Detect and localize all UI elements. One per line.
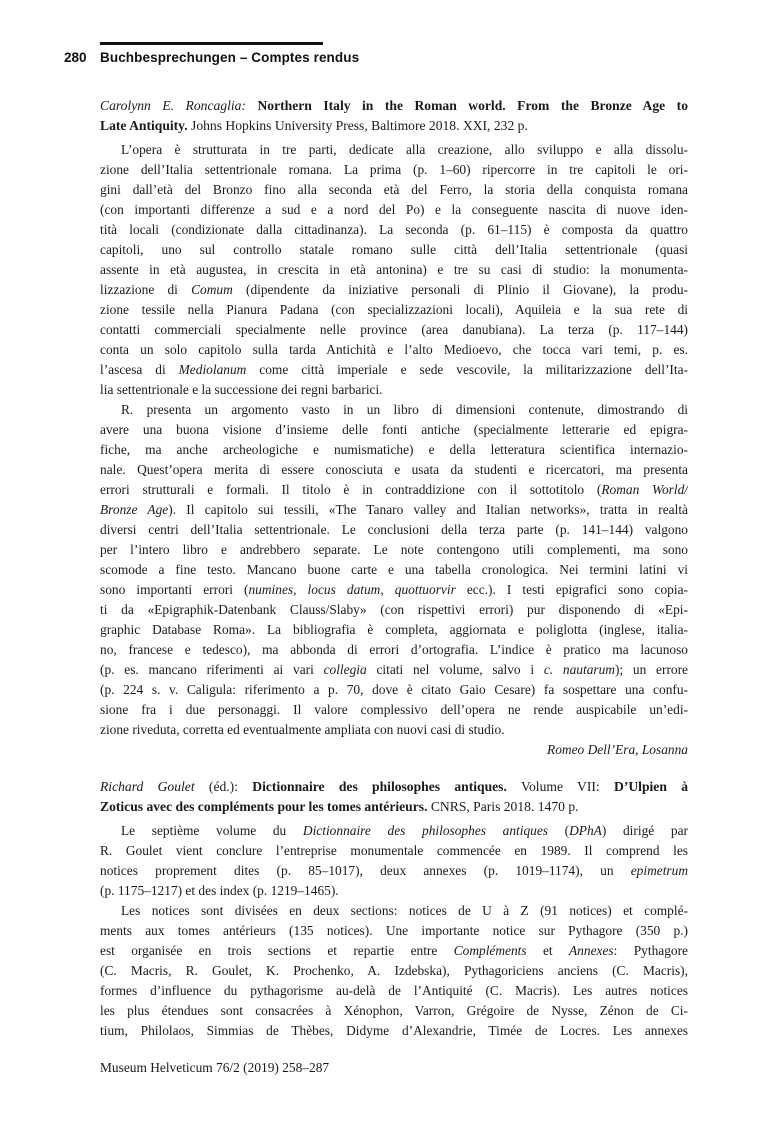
text-line bbox=[100, 116, 688, 136]
text-line bbox=[100, 620, 688, 640]
review-signature bbox=[100, 740, 688, 760]
text-line bbox=[100, 200, 688, 220]
text-run: lizzazione di bbox=[100, 282, 192, 297]
text-run: ). Il capitolo sui tessili, «The Tanaro valley and Italian networks», tratta in realtà bbox=[168, 502, 688, 517]
text-run: est organisée en trois sections et repartie entre bbox=[100, 943, 454, 958]
text-run: scomode a fine testo. Mancano buone carte e una tabella cronologica. Nei termini latini vi bbox=[100, 562, 688, 577]
text-run: zione riveduta, corretta ed eventualmente ampliata con nuovi casi di studio. bbox=[100, 722, 505, 737]
text-line bbox=[100, 660, 688, 680]
text-run: CNRS, Paris 2018. 1470 p. bbox=[427, 799, 579, 814]
text-run: zione dell’Italia settentrionale romana. La prima (p. 1–60) ripercorre in tre capitoli le ori- bbox=[100, 162, 688, 177]
text-line bbox=[100, 320, 688, 340]
text-line bbox=[100, 600, 688, 620]
text-run: ti da «Epigraphik-Datenbank Clauss/Slaby» (con rispettivi errori) pur disponendo di «Epi- bbox=[100, 602, 688, 617]
text-run: come città imperiale e sede vescovile, la militarizzazione dell’Ita- bbox=[246, 362, 688, 377]
text-run: Compléments bbox=[453, 943, 527, 958]
text-line bbox=[100, 680, 688, 700]
text-line bbox=[100, 300, 688, 320]
text-line bbox=[100, 240, 688, 260]
text-run: Mediolanum bbox=[178, 362, 247, 377]
text-line bbox=[100, 720, 688, 740]
text-run: c. nautarum bbox=[543, 662, 615, 677]
text-line bbox=[100, 777, 688, 797]
text-line bbox=[100, 380, 688, 400]
text-run: Late Antiquity. bbox=[100, 118, 188, 133]
review-goulet bbox=[100, 777, 688, 1041]
text-line bbox=[100, 1001, 688, 1021]
text-run: (p. 1175–1217) et des index (p. 1219–1465). bbox=[100, 883, 339, 898]
page-footer bbox=[100, 1060, 329, 1076]
text-run: Dictionnaire des philosophes antiques. bbox=[252, 779, 507, 794]
text-line bbox=[100, 841, 688, 861]
text-line bbox=[100, 540, 688, 560]
text-run: Richard Goulet bbox=[100, 779, 195, 794]
text-run: Johns Hopkins University Press, Baltimore 2018. XXI, 232 p. bbox=[187, 118, 528, 133]
text-run: (éd.): bbox=[194, 779, 253, 794]
text-run: ); un errore bbox=[614, 662, 688, 677]
text-line bbox=[100, 881, 688, 901]
text-line bbox=[100, 480, 688, 500]
text-line bbox=[100, 961, 688, 981]
text-run: (p. es. mancano riferimenti ai vari bbox=[100, 662, 324, 677]
running-head-block bbox=[100, 42, 359, 66]
text-line bbox=[100, 797, 688, 817]
text-line bbox=[100, 921, 688, 941]
text-run: Roman World/ bbox=[601, 482, 688, 497]
text-run: ) dirigé par bbox=[601, 823, 688, 838]
text-line bbox=[100, 580, 688, 600]
text-run: Bronze Age bbox=[100, 502, 169, 517]
text-run: R. Goulet vient conclure l’entreprise monumentale commencée en 1989. Il comprend les bbox=[100, 843, 688, 858]
text-run: citati nel volume, salvo i bbox=[366, 662, 544, 677]
text-run: Dictionnaire des philosophes antiques bbox=[302, 823, 549, 838]
text-run: zione tessile nella Pianura Padana (con specializzazioni locali), Aquileia e la sua rete di bbox=[100, 302, 688, 317]
text-line bbox=[100, 460, 688, 480]
text-run: ecc.). I testi epigrafici sono copia- bbox=[455, 582, 688, 597]
review-para bbox=[100, 140, 688, 400]
text-run: ments aux tomes antérieurs (135 notices). Une importante notice sur Pythagore (350 p.) bbox=[100, 923, 688, 938]
text-run: numines bbox=[248, 582, 294, 597]
text-run: diversi centri dell’Italia settentrionale. Le conclusioni della terza parte (p. 141–144) valgono bbox=[100, 522, 688, 537]
text-run: tium, Philolaos, Simmias de Thèbes, Didyme d’Alexandrie, Timée de Locres. Les annexes bbox=[100, 1023, 688, 1038]
text-run: Le septième volume du bbox=[121, 823, 303, 838]
review-heading bbox=[100, 777, 688, 817]
text-run: sono importanti errori ( bbox=[100, 582, 249, 597]
review-para bbox=[100, 821, 688, 901]
text-run: Les notices sont divisées en deux sections: notices de U à Z (91 notices) et complé- bbox=[121, 903, 688, 918]
text-run: les plus étendues sont consacrées à Xénophon, Varron, Grégoire de Nysse, Zénon de Ci- bbox=[100, 1003, 688, 1018]
header-rule bbox=[100, 42, 323, 45]
text-line bbox=[100, 640, 688, 660]
text-line bbox=[100, 861, 688, 881]
text-run: DPhA bbox=[569, 823, 602, 838]
text-run: D’Ulpien à bbox=[614, 779, 688, 794]
text-line bbox=[100, 981, 688, 1001]
text-line bbox=[100, 180, 688, 200]
text-run: no, francese e tedesco), ma abbonda di errori d’ortografia. L’indice è pratico ma lacunoso bbox=[100, 642, 688, 657]
text-run: tità locali (condizionate dalla cittadinanza). La seconda (p. 61–115) è composta da quattro bbox=[100, 222, 688, 237]
text-run: Romeo Dell’Era, Losanna bbox=[547, 742, 688, 757]
text-run: capitoli, uno sul controllo statale romano sulle città dell’Italia settentrionale (quasi bbox=[100, 242, 688, 257]
text-run: (con importanti differenze a sud e a nord del Po) e la conseguente nascita di nuove iden- bbox=[100, 202, 688, 217]
text-line bbox=[100, 941, 688, 961]
running-head-title: Buchbesprechungen – Comptes rendus bbox=[100, 49, 360, 65]
page-number: 280 bbox=[64, 50, 87, 65]
text-run: fiche, ma anche archeologiche e numismatiche) e della letteratura scientifica internazio- bbox=[100, 442, 688, 457]
text-run: assente in età augustea, in crescita in età antonina) e tre su casi di studio: la monumenta- bbox=[100, 262, 688, 277]
text-run: , bbox=[380, 582, 395, 597]
text-line bbox=[100, 740, 688, 760]
text-run: et bbox=[526, 943, 569, 958]
text-run: sione fra i due personaggi. Il valore complessivo dell’opera ne rende auspicabile un’edi- bbox=[100, 702, 688, 717]
text-line bbox=[100, 440, 688, 460]
journal-citation: Museum Helveticum 76/2 (2019) 258–287 bbox=[100, 1060, 330, 1075]
text-line bbox=[100, 520, 688, 540]
text-run: errori strutturali e formali. Il titolo è in contraddizione con il sottotitolo ( bbox=[100, 482, 602, 497]
text-line bbox=[100, 420, 688, 440]
text-line bbox=[100, 1021, 688, 1041]
text-run: R. presenta un argomento vasto in un libro di dimensioni contenute, dimostrando di bbox=[121, 402, 688, 417]
text-line bbox=[100, 901, 688, 921]
review-heading bbox=[100, 96, 688, 136]
text-run: lia settentrionale e la successione dei regni barbarici. bbox=[100, 382, 383, 397]
text-run: Annexes bbox=[569, 943, 614, 958]
text-line bbox=[100, 140, 688, 160]
review-para bbox=[100, 901, 688, 1041]
text-run: nale. Quest’opera merita di essere conosciuta e usata da studenti e ricercatori, ma presenta bbox=[100, 462, 688, 477]
text-line bbox=[100, 220, 688, 240]
text-run: avere una buona visione d’insieme delle fonti antiche (specialmente letterarie ed epigra- bbox=[100, 422, 688, 437]
text-run: notices proprement dites (p. 85–1017), deux annexes (p. 1019–1174), un bbox=[100, 863, 631, 878]
text-run: Comum bbox=[191, 282, 233, 297]
text-run: contatti commerciali specialmente nelle province (area danubiana). La terza (p. 117–144) bbox=[100, 322, 688, 337]
text-line bbox=[100, 400, 688, 420]
reviews-column bbox=[100, 96, 688, 1041]
text-run: Volume VII: bbox=[506, 779, 615, 794]
review-roncaglia bbox=[100, 96, 688, 760]
text-line bbox=[100, 500, 688, 520]
text-run: collegia bbox=[323, 662, 367, 677]
text-line bbox=[100, 821, 688, 841]
text-run: Carolynn E. Roncaglia: bbox=[100, 98, 258, 113]
text-line bbox=[100, 96, 688, 116]
text-run: (dipendente da iniziative personali di Plinio il Giovane), la produ- bbox=[232, 282, 688, 297]
text-run: Zoticus avec des compléments pour les tomes antérieurs. bbox=[100, 799, 428, 814]
text-run: , bbox=[293, 582, 308, 597]
text-line bbox=[100, 700, 688, 720]
text-run: conta un solo capitolo sulla tarda Antichità e l’alto Medioevo, che tocca vari temi, p. es. bbox=[100, 342, 688, 357]
text-line bbox=[100, 260, 688, 280]
text-run: gini dall’età del Bronzo fino alla seconda età del Ferro, la storia della conquista romana bbox=[100, 182, 688, 197]
review-para bbox=[100, 400, 688, 740]
text-run: ( bbox=[548, 823, 570, 838]
text-run: l’ascesa di bbox=[100, 362, 179, 377]
text-run: epimetrum bbox=[630, 863, 688, 878]
text-run: graphic Database Roma». La bibliografia è completa, aggiornata e poliglotta (inglese, italia- bbox=[100, 622, 688, 637]
text-run: per l’intero libro e andrebbero separate. Le note contengono utili complementi, ma sono bbox=[100, 542, 688, 557]
text-run: quottuorvir bbox=[394, 582, 456, 597]
text-line bbox=[100, 560, 688, 580]
text-run: (p. 224 s. v. Caligula: riferimento a p. 70, dove è citato Gaio Cesare) fa sospettare una confu- bbox=[100, 682, 688, 697]
text-line bbox=[100, 160, 688, 180]
text-line bbox=[100, 340, 688, 360]
text-run: formes d’influence du pythagorisme au-delà de l’Antiquité (C. Macris). Les autres notices bbox=[100, 983, 688, 998]
text-run: Northern Italy in the Roman world. From the Bronze Age to bbox=[257, 98, 688, 113]
text-run: locus datum bbox=[307, 582, 381, 597]
text-line bbox=[100, 280, 688, 300]
text-run: L’opera è strutturata in tre parti, dedicate alla creazione, allo sviluppo e alla dissolu- bbox=[121, 142, 688, 157]
text-run: (C. Macris, R. Goulet, K. Prochenko, A. Izdebska), Pythagoriciens anciens (C. Macris), bbox=[100, 963, 688, 978]
text-run: : Pythagore bbox=[613, 943, 688, 958]
text-line bbox=[100, 360, 688, 380]
